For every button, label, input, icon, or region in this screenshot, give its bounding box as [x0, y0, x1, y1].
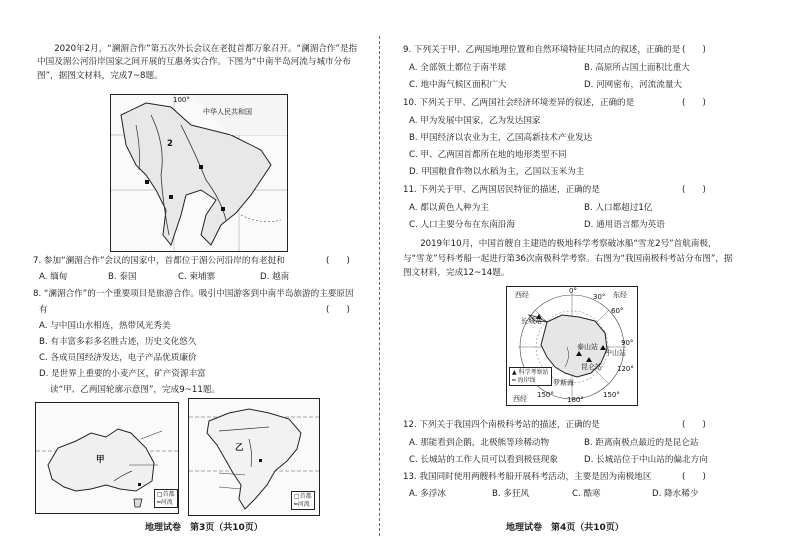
q7-option-c[interactable]: C. 柬埔寨 [178, 272, 216, 282]
q7-option-b[interactable]: B. 泰国 [108, 272, 137, 282]
intro-paragraph-9-11: 读“甲、乙两国轮廓示意图”，完成9~11题。 [50, 385, 221, 395]
q8-option-c[interactable]: C. 各成员国经济发达，电子产品优质廉价 [39, 353, 197, 363]
lon-label-150w: 150° [537, 391, 554, 399]
q11-option-b[interactable]: B. 人口都超过1亿 [584, 203, 653, 213]
label-taishan-station: 泰山站 [577, 343, 598, 351]
q7-option-d[interactable]: D. 越南 [260, 272, 290, 282]
legend-capital: □首都 [294, 493, 312, 500]
page-footer-left: 地理试卷 第3页（共10页） [145, 523, 263, 533]
lon-label-0: 0° [569, 287, 577, 295]
label-changcheng-station: 长城站 [521, 317, 542, 325]
q13-option-b[interactable]: B. 多狂风 [492, 489, 530, 499]
lon-label-180: 180° [567, 396, 584, 404]
q8-option-a[interactable]: A. 与中国山水相连，热带风光秀美 [39, 321, 171, 331]
page-divider [379, 36, 380, 536]
q9-option-d[interactable]: D. 河网密布，河流流量大 [584, 80, 683, 90]
label-east-longitude: 东经 [613, 291, 627, 299]
longitude-label: 100° [173, 96, 190, 104]
question-10-answer-paren: ( ) [682, 98, 706, 108]
question-11-stem: 11. 下列关于甲、乙两国居民特征的描述，正确的是 [403, 185, 600, 195]
question-13-answer-paren: ( ) [682, 472, 706, 482]
label-kunlun-station: 昆仑站 [581, 363, 602, 371]
question-7-stem: 7. 参加“澜湄合作”会议的国家中，首都位于湄公河沿岸的有老挝和 [33, 256, 285, 266]
question-12-answer-paren: ( ) [682, 420, 706, 430]
q9-option-a[interactable]: A. 全部领土都位于南半球 [409, 63, 507, 73]
q10-option-d[interactable]: D. 甲国粮食作物以水稻为主，乙国以玉米为主 [409, 167, 585, 177]
page-4 [394, 0, 794, 560]
page-3 [0, 0, 375, 560]
q11-option-a[interactable]: A. 都以黄色人种为主 [409, 203, 489, 213]
question-8-stem-line2: 有 [39, 305, 48, 315]
lon-label-120: 120° [617, 365, 634, 373]
indochina-river-city-map [110, 94, 288, 252]
q11-option-d[interactable]: D. 通用语言都为英语 [584, 220, 665, 230]
china-antarctic-stations-map [506, 286, 638, 406]
label-zhongshan-station: 中山站 [605, 349, 626, 357]
yi-map-legend [291, 491, 315, 510]
label-west-longitude-bottom: 西经 [513, 395, 527, 403]
q8-option-d[interactable]: D. 是世界上重要的小麦产区，矿产资源丰富 [39, 369, 206, 379]
intro-paragraph-12-14: 2019年10月，中国首艘自主建造的极地科学考察破冰船“雪龙2号”首航南极，与“雪龙”号科考船一起进行第36次南极科学考察。右图为“我国南极科考站分布图”，据图文材料，完成12~14题。 [403, 239, 733, 279]
q13-option-a[interactable]: A. 多浮冰 [409, 489, 446, 499]
question-9-answer-paren: ( ) [682, 45, 706, 55]
page-footer-right: 地理试卷 第4页（共10页） [506, 523, 624, 533]
question-13-stem: 13. 我国同时使用两艘科考船开展科考活动，主要是因为南极地区 [403, 472, 652, 482]
legend-river: ━河流 [157, 498, 173, 506]
china-label: 中华人民共和国 [203, 108, 252, 116]
q10-option-b[interactable]: B. 甲国经济以农业为主，乙国高新技术产业发达 [409, 133, 593, 143]
question-8-answer-paren: ( ) [326, 305, 350, 315]
q10-option-c[interactable]: C. 甲、乙两国首都所在地的地形类型不同 [409, 150, 567, 160]
question-7 [33, 256, 285, 267]
region-number-label: 2 [167, 139, 173, 149]
lon-label-30: 30° [593, 293, 606, 301]
q9-option-b[interactable]: B. 高原所占国土面积比重大 [584, 63, 690, 73]
lon-label-150e: 150° [603, 391, 620, 399]
antarctic-map-legend [509, 367, 552, 386]
label-ross-sea: 罗斯海 [553, 379, 574, 387]
legend-station: ▲ 科学考察站 [512, 369, 549, 376]
q11-option-c[interactable]: C. 人口主要分布在东南沿海 [409, 220, 515, 230]
lon-label-60: 60° [611, 307, 624, 315]
question-12-stem: 12. 下列关于我国四个南极科考站的描述，正确的是 [403, 420, 600, 430]
legend-river: ━河流 [294, 500, 310, 508]
legend-capital: □首都 [157, 491, 175, 498]
question-7-answer-paren: ( ) [326, 256, 350, 266]
q7-option-a[interactable]: A. 缅甸 [39, 272, 68, 282]
legend-coastline: ━ 海岸线 [512, 376, 536, 384]
question-9-stem: 9. 下列关于甲、乙两国地理位置和自然环境特征共同点的叙述，正确的是 [403, 45, 681, 55]
intro-paragraph-7-8: 2020年2月，“澜湄合作”第五次外长会议在老挝首都万象召开。“澜湄合作”是指中国及湄公河沿岸国家之间开展的互惠务实合作。下图为“中南半岛河流与城市分布图”，据图文材料，完成7~8题。 [37, 44, 358, 81]
q12-option-c[interactable]: C. 长城站的工作人员可以看到极昼现象 [409, 455, 558, 465]
q12-option-b[interactable]: B. 距离南极点最近的是昆仑站 [584, 438, 699, 448]
indochina-map-drawing [111, 95, 287, 251]
country-yi-outline-map [188, 398, 320, 516]
q8-option-b[interactable]: B. 有丰富多彩多名胜古迹，历史文化悠久 [39, 337, 197, 347]
lon-label-90: 90° [621, 339, 634, 347]
q9-option-c[interactable]: C. 地中海气候区面积广大 [409, 80, 507, 90]
country-jia-outline-map [35, 402, 179, 514]
q13-option-c[interactable]: C. 酷寒 [572, 489, 601, 499]
q12-option-d[interactable]: D. 长城站位于中山站的偏北方向 [584, 455, 708, 465]
question-8-stem-line1: 8. “澜湄合作”的一个重要项目是旅游合作。吸引中国游客到中南半岛旅游的主要原因 [33, 289, 354, 299]
question-11-answer-paren: ( ) [682, 185, 706, 195]
question-10-stem: 10. 下列关于甲、乙两国社会经济环境差异的叙述，正确的是 [403, 98, 635, 108]
label-west-longitude: 西经 [515, 291, 529, 299]
yi-label: 乙 [235, 443, 244, 453]
jia-label: 甲 [96, 455, 105, 465]
q10-option-a[interactable]: A. 甲为发展中国家，乙为发达国家 [409, 116, 541, 126]
q13-option-d[interactable]: D. 降水稀少 [652, 489, 699, 499]
q12-option-a[interactable]: A. 那能看到企鹅，北极熊等珍稀动物 [409, 438, 550, 448]
jia-map-legend [154, 489, 178, 508]
